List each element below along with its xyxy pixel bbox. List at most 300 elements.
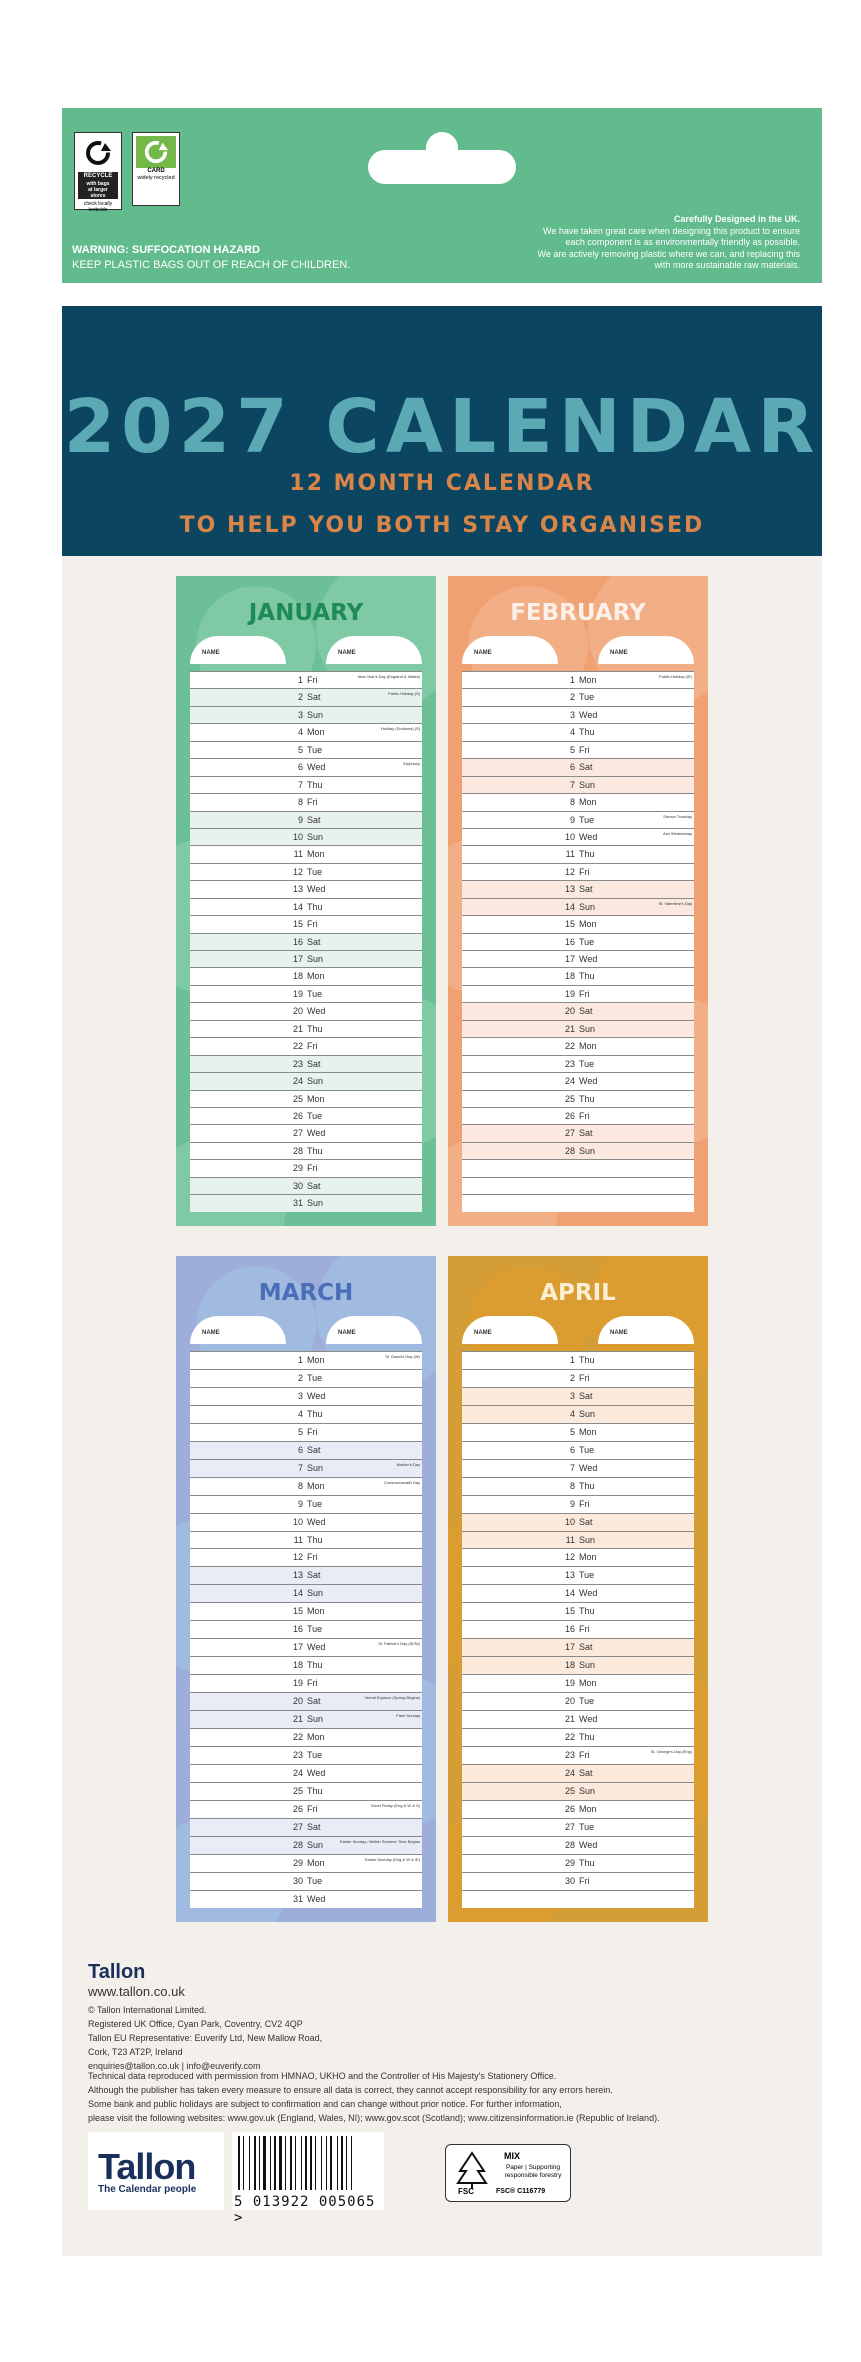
weekday-name: Wed bbox=[307, 1128, 326, 1139]
weekday-name: Wed bbox=[579, 1462, 598, 1473]
day-row[interactable] bbox=[190, 1710, 422, 1728]
day-row[interactable] bbox=[462, 1020, 694, 1037]
barcode-bar bbox=[238, 2136, 240, 2190]
day-list bbox=[462, 1351, 694, 1908]
day-number: 17 bbox=[292, 1642, 303, 1653]
day-row[interactable] bbox=[190, 1405, 422, 1423]
day-row[interactable] bbox=[190, 758, 422, 775]
day-row[interactable] bbox=[462, 706, 694, 723]
day-row[interactable] bbox=[190, 1548, 422, 1566]
day-number: 20 bbox=[292, 1696, 303, 1707]
day-row[interactable] bbox=[462, 688, 694, 705]
weekday-name: Fri bbox=[307, 1426, 318, 1437]
day-row[interactable] bbox=[462, 1177, 694, 1194]
day-number: 21 bbox=[292, 1023, 303, 1034]
day-row[interactable] bbox=[462, 793, 694, 810]
day-row[interactable] bbox=[190, 1142, 422, 1159]
eco-line: with more sustainable raw materials. bbox=[654, 260, 800, 270]
day-number: 15 bbox=[564, 919, 575, 930]
day-row[interactable] bbox=[462, 1441, 694, 1459]
day-row[interactable] bbox=[190, 1477, 422, 1495]
name-tab-label: NAME bbox=[202, 1330, 220, 1336]
weekday-name: Tue bbox=[307, 744, 323, 755]
day-row[interactable] bbox=[190, 723, 422, 740]
weekday-name: Mon bbox=[307, 1732, 325, 1743]
day-row[interactable] bbox=[190, 1692, 422, 1710]
weekday-name: Thu bbox=[307, 1023, 323, 1034]
day-row[interactable] bbox=[190, 1107, 422, 1124]
day-row[interactable] bbox=[190, 1159, 422, 1176]
day-row[interactable] bbox=[462, 1818, 694, 1836]
day-number: 10 bbox=[292, 1516, 303, 1527]
day-row[interactable] bbox=[190, 1531, 422, 1549]
weekday-name: Thu bbox=[307, 1785, 323, 1796]
barcode-bars bbox=[232, 2132, 384, 2192]
day-row[interactable] bbox=[190, 1782, 422, 1800]
name-tab[interactable] bbox=[598, 1316, 694, 1344]
day-row[interactable] bbox=[462, 950, 694, 967]
day-number: 19 bbox=[564, 1678, 575, 1689]
address-line: © Tallon International Limited. bbox=[88, 2005, 207, 2015]
day-row[interactable] bbox=[190, 1002, 422, 1019]
day-row[interactable] bbox=[462, 1548, 694, 1566]
day-row[interactable] bbox=[190, 1072, 422, 1089]
eco-line: We are actively removing plastic where we can, and replacing this bbox=[537, 248, 800, 259]
day-number: 17 bbox=[564, 1642, 575, 1653]
weekday-name: Fri bbox=[307, 919, 318, 930]
weekday-name: Mon bbox=[307, 1857, 325, 1868]
weekday-name: Mon bbox=[307, 1355, 325, 1365]
day-row[interactable] bbox=[190, 1728, 422, 1746]
weekday-name: Sun bbox=[579, 1660, 596, 1671]
weekday-name: Sun bbox=[307, 1076, 324, 1087]
address-block bbox=[88, 2003, 322, 2073]
day-number: 1 bbox=[569, 1355, 575, 1365]
day-row[interactable] bbox=[462, 1746, 694, 1764]
barcode-bar bbox=[285, 2136, 286, 2190]
logo-name: Tallon bbox=[98, 2146, 196, 2187]
address-line: Cork, T23 AT2P, Ireland bbox=[88, 2047, 183, 2057]
holiday-note: Shrove Tuesday bbox=[663, 813, 692, 819]
weekday-name: Thu bbox=[579, 1355, 595, 1365]
day-row[interactable] bbox=[190, 933, 422, 950]
day-row[interactable] bbox=[462, 1002, 694, 1019]
day-number: 13 bbox=[292, 884, 303, 895]
name-tab-label: NAME bbox=[474, 650, 492, 656]
day-row[interactable] bbox=[190, 1055, 422, 1072]
weekday-name: Wed bbox=[579, 1588, 598, 1599]
day-number: 1 bbox=[297, 675, 303, 685]
name-tab-label: NAME bbox=[474, 1330, 492, 1336]
day-number: 12 bbox=[564, 1552, 575, 1563]
day-row[interactable] bbox=[190, 1387, 422, 1405]
day-row[interactable] bbox=[190, 1090, 422, 1107]
weekday-name: Sun bbox=[579, 1023, 596, 1034]
weekday-name: Mon bbox=[307, 1480, 325, 1491]
day-row[interactable] bbox=[462, 1513, 694, 1531]
day-number: 28 bbox=[564, 1145, 575, 1156]
day-row[interactable] bbox=[462, 1495, 694, 1513]
weekday-name: Wed bbox=[579, 1839, 598, 1850]
day-row[interactable] bbox=[190, 1620, 422, 1638]
day-row[interactable] bbox=[462, 1782, 694, 1800]
day-row[interactable] bbox=[190, 1513, 422, 1531]
day-row[interactable] bbox=[190, 776, 422, 793]
day-number: 21 bbox=[292, 1714, 303, 1725]
day-row[interactable] bbox=[462, 1055, 694, 1072]
barcode-bar bbox=[249, 2136, 250, 2190]
day-row[interactable] bbox=[190, 1495, 422, 1513]
day-list bbox=[462, 671, 694, 1212]
day-number: 25 bbox=[292, 1093, 303, 1104]
day-number: 4 bbox=[297, 1408, 303, 1419]
weekday-name: Mon bbox=[307, 849, 325, 860]
weekday-name: Mon bbox=[579, 1552, 597, 1563]
warning-title: WARNING: SUFFOCATION HAZARD bbox=[72, 244, 260, 256]
day-row[interactable] bbox=[190, 1818, 422, 1836]
name-tab[interactable] bbox=[190, 636, 286, 664]
day-row[interactable] bbox=[190, 1872, 422, 1890]
eco-statement bbox=[500, 214, 800, 272]
day-row[interactable] bbox=[462, 985, 694, 1002]
day-row[interactable] bbox=[462, 741, 694, 758]
day-number: 29 bbox=[564, 1857, 575, 1868]
weekday-name: Thu bbox=[579, 727, 595, 738]
day-row[interactable] bbox=[190, 811, 422, 828]
holiday-note: Epiphany bbox=[403, 761, 420, 767]
weekday-name: Tue bbox=[579, 814, 595, 825]
day-row[interactable] bbox=[462, 1142, 694, 1159]
barcode-bar bbox=[270, 2136, 271, 2190]
day-row[interactable] bbox=[190, 950, 422, 967]
day-row[interactable] bbox=[190, 1423, 422, 1441]
weekday-name: Sun bbox=[307, 954, 324, 964]
calendar-title: 2027 CALENDAR bbox=[63, 384, 821, 470]
day-row[interactable] bbox=[190, 1459, 422, 1477]
weekday-name: Sun bbox=[579, 901, 596, 912]
day-number: 12 bbox=[292, 866, 303, 877]
weekday-name: Sun bbox=[579, 779, 596, 790]
day-number: 26 bbox=[292, 1803, 303, 1814]
weekday-name: Fri bbox=[307, 1041, 318, 1052]
day-row[interactable] bbox=[462, 758, 694, 775]
day-number: 16 bbox=[292, 1624, 303, 1635]
calendar-card bbox=[62, 306, 822, 2256]
day-number: 1 bbox=[297, 1355, 303, 1365]
day-row[interactable] bbox=[462, 1351, 694, 1369]
name-tab[interactable] bbox=[462, 1316, 558, 1344]
weekday-name: Thu bbox=[579, 1857, 595, 1868]
weekday-name: Mon bbox=[579, 1041, 597, 1052]
legal-line: Some bank and public holidays are subject to confirmation and can change without prior notice. For further information, bbox=[88, 2099, 562, 2109]
day-row[interactable] bbox=[462, 1107, 694, 1124]
holiday-note: Ash Wednesday bbox=[662, 830, 692, 836]
weekday-name: Sun bbox=[307, 1462, 324, 1473]
address-line: enquiries@tallon.co.uk | info@euverify.com bbox=[88, 2061, 261, 2071]
day-number: 2 bbox=[297, 1372, 303, 1383]
day-row[interactable] bbox=[462, 1674, 694, 1692]
day-row[interactable] bbox=[462, 933, 694, 950]
day-row[interactable] bbox=[462, 1764, 694, 1782]
weekday-name: Wed bbox=[579, 831, 598, 842]
day-row[interactable] bbox=[190, 688, 422, 705]
day-row[interactable] bbox=[190, 915, 422, 932]
weekday-name: Fri bbox=[579, 1749, 590, 1760]
weekday-name: Sat bbox=[579, 1128, 593, 1139]
weekday-name: Mon bbox=[579, 1426, 597, 1437]
day-row[interactable] bbox=[190, 1638, 422, 1656]
day-number: 18 bbox=[292, 1660, 303, 1671]
weekday-name: Fri bbox=[307, 1552, 318, 1563]
warning-text: KEEP PLASTIC BAGS OUT OF REACH OF CHILDREN. bbox=[72, 259, 351, 271]
day-row[interactable] bbox=[462, 828, 694, 845]
barcode-bar bbox=[301, 2136, 302, 2190]
day-row[interactable] bbox=[462, 1037, 694, 1054]
barcode-bar bbox=[315, 2136, 316, 2190]
day-row[interactable] bbox=[462, 1602, 694, 1620]
fsc-badge bbox=[445, 2144, 571, 2202]
day-row[interactable] bbox=[462, 776, 694, 793]
day-number: 14 bbox=[564, 1588, 575, 1599]
day-number: 26 bbox=[292, 1110, 303, 1121]
barcode-bar bbox=[337, 2136, 338, 2190]
day-list bbox=[190, 671, 422, 1212]
day-row[interactable] bbox=[190, 671, 422, 688]
day-row[interactable] bbox=[462, 880, 694, 897]
day-row[interactable] bbox=[462, 1459, 694, 1477]
weekday-name: Wed bbox=[579, 709, 598, 720]
day-number: 6 bbox=[297, 762, 303, 773]
weekday-name: Thu bbox=[579, 1093, 595, 1104]
name-tab[interactable] bbox=[326, 636, 422, 664]
day-row[interactable] bbox=[190, 1037, 422, 1054]
day-number: 11 bbox=[293, 849, 303, 860]
day-row[interactable] bbox=[462, 1566, 694, 1584]
day-row[interactable] bbox=[190, 1566, 422, 1584]
day-row[interactable] bbox=[462, 1728, 694, 1746]
day-number: 23 bbox=[292, 1058, 303, 1069]
day-row[interactable] bbox=[462, 1890, 694, 1908]
day-row[interactable] bbox=[462, 723, 694, 740]
day-row[interactable] bbox=[190, 1441, 422, 1459]
day-number: 31 bbox=[292, 1893, 303, 1904]
day-row[interactable] bbox=[190, 1656, 422, 1674]
day-row[interactable] bbox=[462, 1620, 694, 1638]
holiday-note: Holiday (Scotland) (S) bbox=[380, 726, 420, 732]
day-number: 30 bbox=[564, 1875, 575, 1886]
day-row[interactable] bbox=[190, 1764, 422, 1782]
weekday-name: Tue bbox=[307, 1498, 323, 1509]
weekday-name: Wed bbox=[307, 1893, 326, 1904]
day-row[interactable] bbox=[462, 1124, 694, 1141]
barcode-bar bbox=[263, 2136, 266, 2190]
day-row[interactable] bbox=[462, 1423, 694, 1441]
day-row[interactable] bbox=[190, 1800, 422, 1818]
weekday-name: Thu bbox=[307, 1145, 323, 1156]
day-row[interactable] bbox=[190, 1194, 422, 1211]
day-row[interactable] bbox=[190, 845, 422, 862]
day-number: 12 bbox=[292, 1552, 303, 1563]
day-row[interactable] bbox=[190, 985, 422, 1002]
legal-text bbox=[88, 2069, 808, 2125]
weekday-name: Fri bbox=[579, 866, 590, 877]
day-row[interactable] bbox=[190, 880, 422, 897]
day-row[interactable] bbox=[462, 915, 694, 932]
barcode-bar bbox=[259, 2136, 260, 2190]
day-row[interactable] bbox=[190, 706, 422, 723]
weekday-name: Wed bbox=[307, 1516, 326, 1527]
day-number: 13 bbox=[292, 1570, 303, 1581]
title-band bbox=[62, 306, 822, 556]
day-row[interactable] bbox=[462, 811, 694, 828]
day-row[interactable] bbox=[462, 671, 694, 688]
weekday-name: Fri bbox=[579, 744, 590, 755]
weekday-name: Sat bbox=[579, 1642, 593, 1653]
day-row[interactable] bbox=[190, 1020, 422, 1037]
day-row[interactable] bbox=[462, 1090, 694, 1107]
day-number: 25 bbox=[292, 1785, 303, 1796]
day-number: 9 bbox=[569, 1498, 575, 1509]
day-row[interactable] bbox=[190, 793, 422, 810]
day-row[interactable] bbox=[190, 1746, 422, 1764]
day-number: 22 bbox=[564, 1732, 575, 1743]
day-row[interactable] bbox=[190, 898, 422, 915]
day-number: 1 bbox=[569, 675, 575, 685]
weekday-name: Thu bbox=[579, 1732, 595, 1743]
barcode-bar bbox=[305, 2136, 307, 2190]
day-number: 24 bbox=[564, 1076, 575, 1087]
name-tab-label: NAME bbox=[338, 650, 356, 656]
name-tab-label: NAME bbox=[610, 1330, 628, 1336]
day-row[interactable] bbox=[462, 1710, 694, 1728]
day-row[interactable] bbox=[462, 1656, 694, 1674]
day-list bbox=[190, 1351, 422, 1908]
day-row[interactable] bbox=[190, 1836, 422, 1854]
weekday-name: Sun bbox=[307, 1839, 324, 1850]
holiday-note: Easter Monday (Eng & W & IE) bbox=[364, 1856, 420, 1862]
day-number: 3 bbox=[569, 709, 575, 720]
day-row[interactable] bbox=[190, 1674, 422, 1692]
weekday-name: Sat bbox=[307, 1570, 321, 1581]
weekday-name: Mon bbox=[579, 1803, 597, 1814]
weekday-name: Tue bbox=[307, 1624, 323, 1635]
day-row[interactable] bbox=[190, 863, 422, 880]
recycle-badge-title: RECYCLE bbox=[78, 172, 118, 181]
month-panel-february bbox=[448, 576, 708, 1226]
day-row[interactable] bbox=[462, 1800, 694, 1818]
day-row[interactable] bbox=[462, 1872, 694, 1890]
weekday-name: Thu bbox=[307, 779, 323, 790]
day-row[interactable] bbox=[462, 967, 694, 984]
day-row[interactable] bbox=[462, 1531, 694, 1549]
name-tab[interactable] bbox=[326, 1316, 422, 1344]
day-number: 27 bbox=[564, 1821, 575, 1832]
day-number: 7 bbox=[297, 779, 303, 790]
day-row[interactable] bbox=[462, 1369, 694, 1387]
holiday-note: New Year's Day (England & Wales) bbox=[357, 674, 420, 679]
fsc-mix: MIX bbox=[504, 2151, 521, 2161]
barcode-bar bbox=[341, 2136, 343, 2190]
day-number: 23 bbox=[564, 1749, 575, 1760]
day-number: 10 bbox=[564, 1516, 575, 1527]
day-row[interactable] bbox=[462, 845, 694, 862]
day-number: 5 bbox=[569, 1426, 575, 1437]
day-number: 9 bbox=[569, 814, 575, 825]
day-row[interactable] bbox=[462, 863, 694, 880]
day-row[interactable] bbox=[190, 967, 422, 984]
day-number: 11 bbox=[293, 1534, 303, 1545]
day-number: 20 bbox=[564, 1006, 575, 1017]
day-row[interactable] bbox=[190, 1124, 422, 1141]
day-row[interactable] bbox=[190, 1351, 422, 1369]
calendar-tagline: TO HELP YOU BOTH STAY ORGANISED bbox=[179, 513, 705, 538]
day-number: 15 bbox=[292, 1606, 303, 1617]
day-row[interactable] bbox=[462, 898, 694, 915]
barcode bbox=[232, 2132, 384, 2226]
day-row[interactable] bbox=[462, 1405, 694, 1423]
day-number: 16 bbox=[564, 936, 575, 947]
name-tab[interactable] bbox=[190, 1316, 286, 1344]
day-number: 24 bbox=[292, 1767, 303, 1778]
holiday-note: Mother's Day bbox=[396, 1461, 420, 1467]
day-number: 22 bbox=[292, 1041, 303, 1052]
day-number: 14 bbox=[564, 901, 575, 912]
day-row[interactable] bbox=[462, 1836, 694, 1854]
day-row[interactable] bbox=[190, 1890, 422, 1908]
day-row[interactable] bbox=[190, 828, 422, 845]
barcode-bar bbox=[254, 2136, 256, 2190]
day-row[interactable] bbox=[190, 741, 422, 758]
day-number: 28 bbox=[292, 1839, 303, 1850]
day-row[interactable] bbox=[462, 1638, 694, 1656]
day-row[interactable] bbox=[190, 1177, 422, 1194]
weekday-name: Tue bbox=[579, 1444, 595, 1455]
weekday-name: Fri bbox=[579, 1624, 590, 1635]
day-row[interactable] bbox=[462, 1584, 694, 1602]
day-number: 27 bbox=[292, 1821, 303, 1832]
day-row[interactable] bbox=[190, 1369, 422, 1387]
weekday-name: Wed bbox=[307, 1006, 326, 1017]
day-row[interactable] bbox=[462, 1477, 694, 1495]
month-name: JANUARY bbox=[248, 600, 364, 626]
weekday-name: Thu bbox=[579, 1606, 595, 1617]
day-number: 24 bbox=[564, 1767, 575, 1778]
weekday-name: Fri bbox=[307, 1803, 318, 1814]
weekday-name: Sat bbox=[579, 1767, 593, 1778]
name-tab[interactable] bbox=[462, 636, 558, 664]
weekday-name: Wed bbox=[579, 954, 598, 964]
day-number: 8 bbox=[297, 1480, 303, 1491]
name-tab[interactable] bbox=[598, 636, 694, 664]
holiday-note: St. George's Day (Eng) bbox=[650, 1748, 692, 1754]
day-row[interactable] bbox=[462, 1854, 694, 1872]
day-number: 8 bbox=[569, 1480, 575, 1491]
day-number: 3 bbox=[569, 1390, 575, 1401]
day-row[interactable] bbox=[462, 1194, 694, 1211]
day-row[interactable] bbox=[462, 1072, 694, 1089]
weekday-name: Wed bbox=[307, 762, 326, 773]
day-row[interactable] bbox=[190, 1854, 422, 1872]
day-row[interactable] bbox=[190, 1602, 422, 1620]
weekday-name: Thu bbox=[307, 1660, 323, 1671]
weekday-name: Tue bbox=[307, 1372, 323, 1383]
day-row[interactable] bbox=[190, 1584, 422, 1602]
day-row[interactable] bbox=[462, 1387, 694, 1405]
day-number: 20 bbox=[292, 1006, 303, 1017]
weekday-name: Fri bbox=[307, 797, 318, 808]
day-row[interactable] bbox=[462, 1159, 694, 1176]
day-row[interactable] bbox=[462, 1692, 694, 1710]
